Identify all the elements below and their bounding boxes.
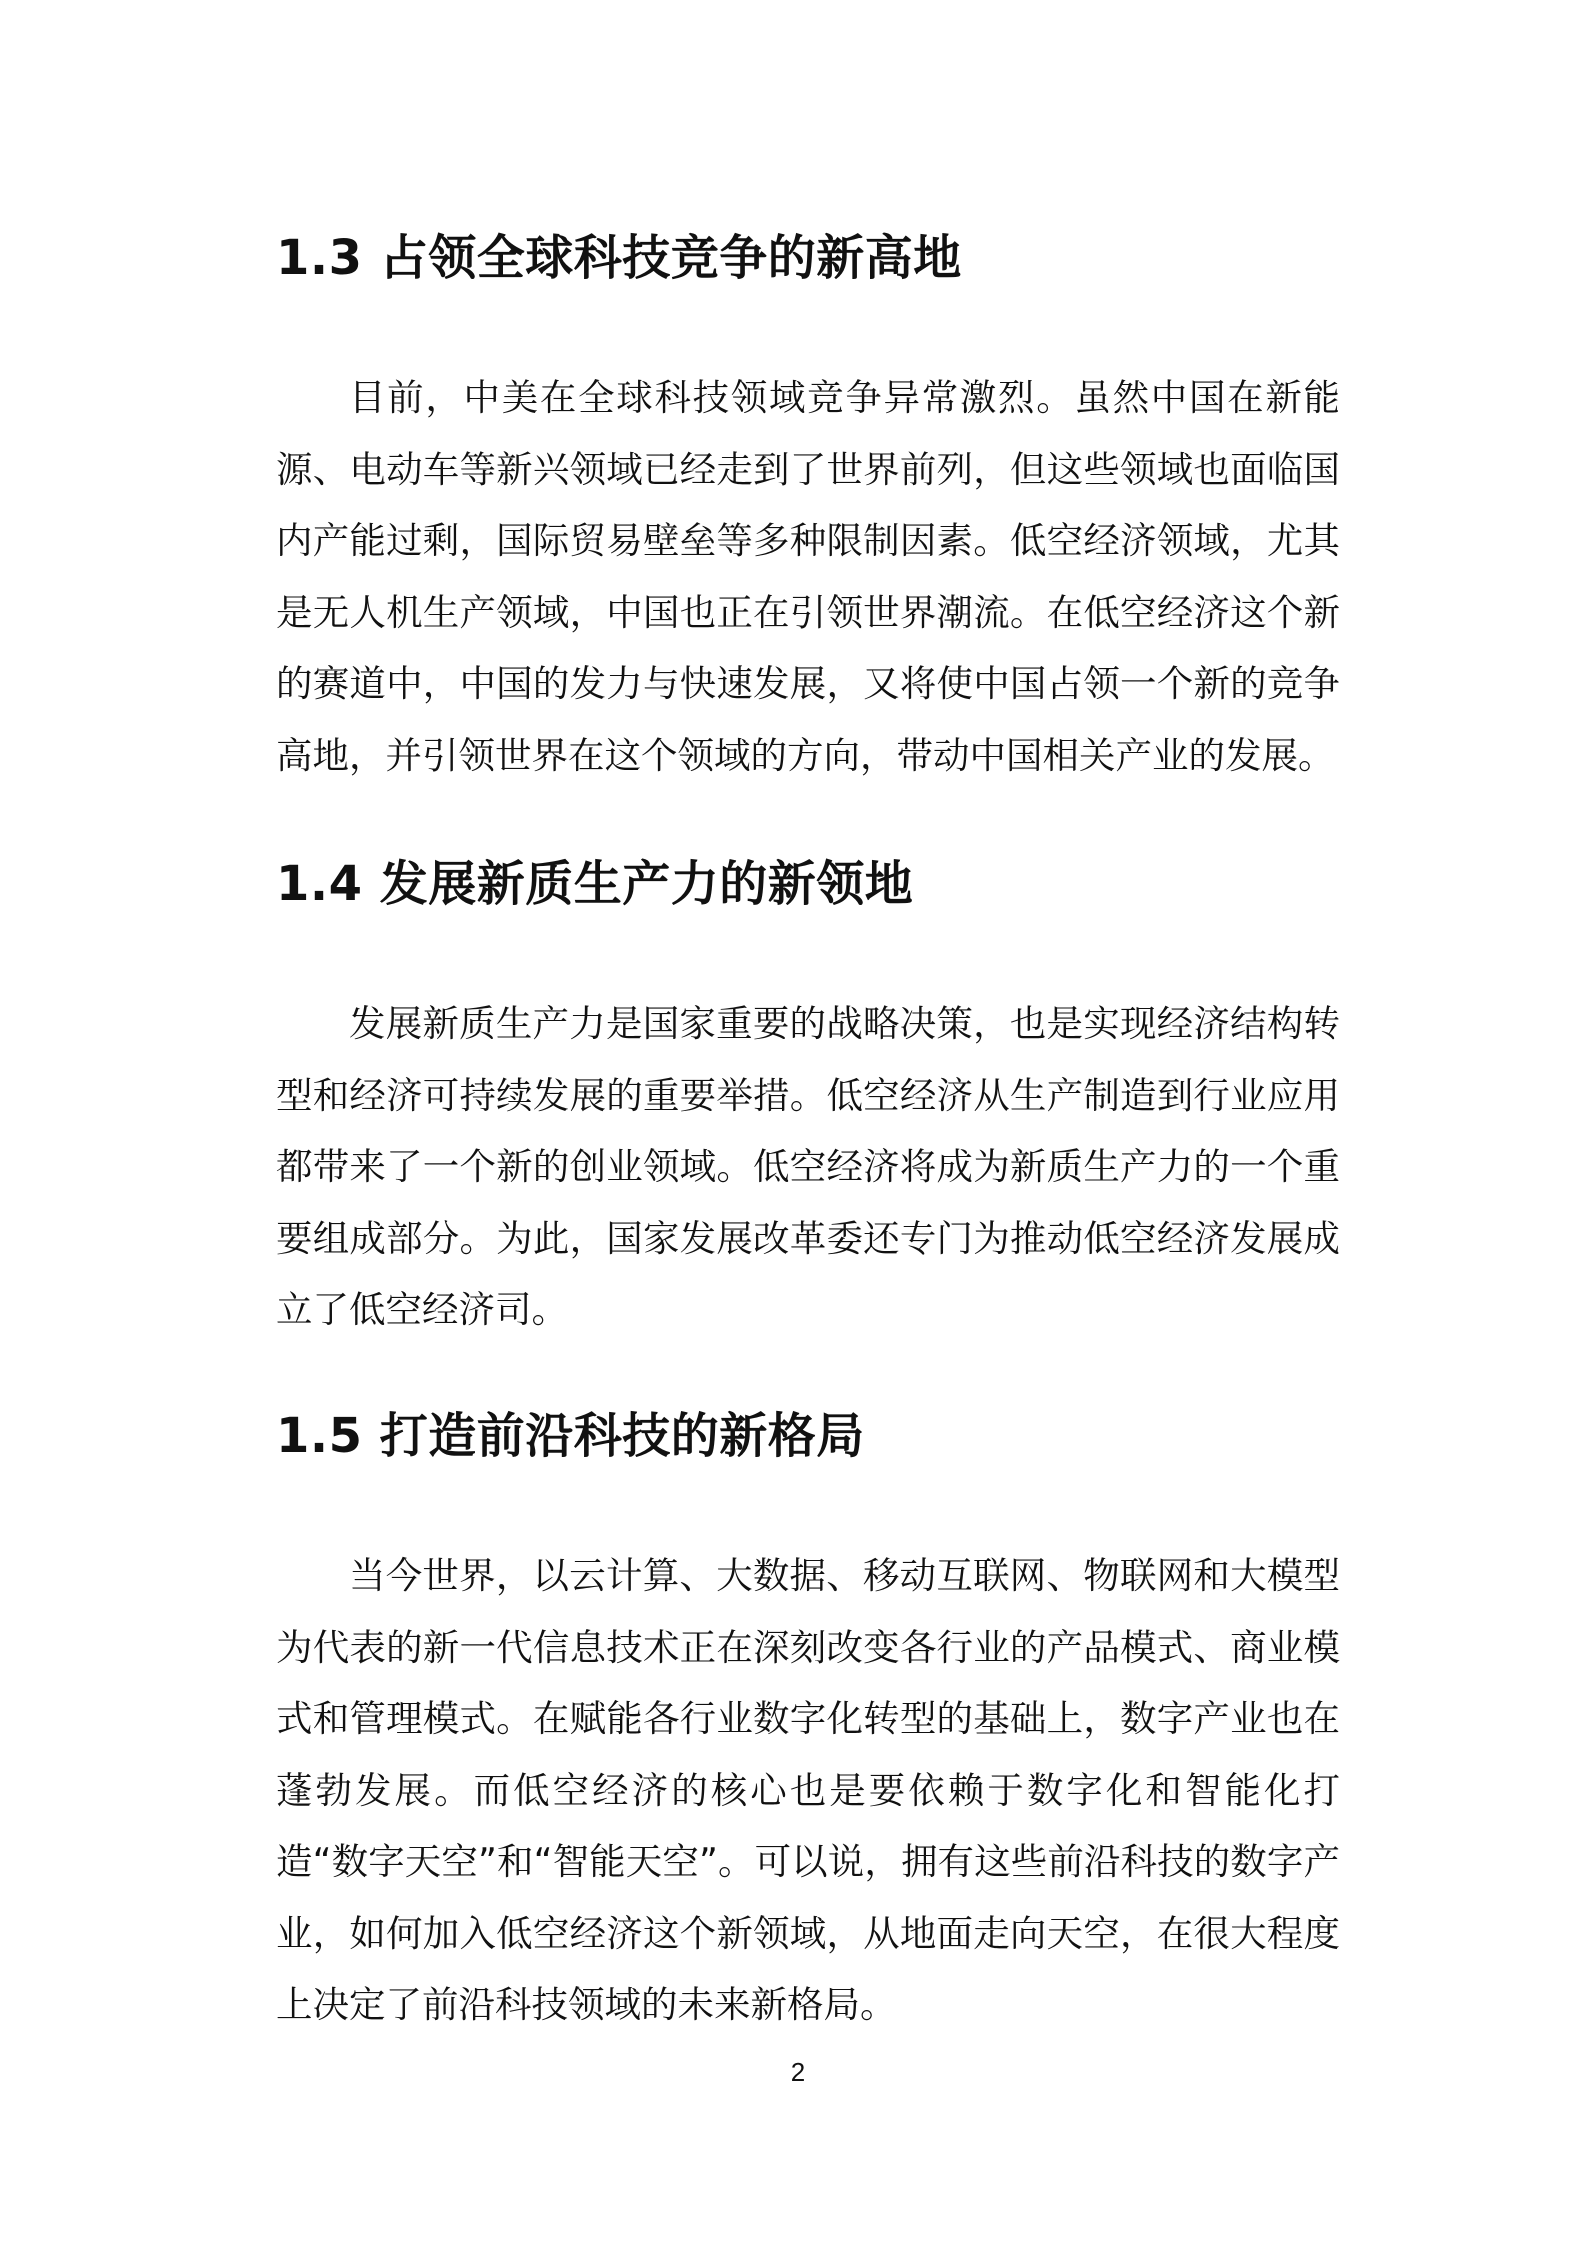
section-heading-1-3: 1.3 占领全球科技竞争的新高地 [276, 230, 962, 286]
section-paragraph-1-5: 当今世界，以云计算、大数据、移动互联网、物联网和大模型为代表的新一代信息技术正在深刻改变各行业的产品模式、商业模式和管理模式。在赋能各行业数字化转型的基础上，数字产业也在蓬勃发展。而低空经济的核心也是要依赖于数字化和智能化打造“数字天空”和“智能天空”。可以说，拥有这些前沿科技的数字产业，如何加入低空经济这个新领域，从地面走向天空，在很大程度上决定了前沿科技领域的未来新格局。 [276, 1554, 1340, 2026]
section-paragraph-1-3: 目前，中美在全球科技领域竞争异常激烈。虽然中国在新能源、电动车等新兴领域已经走到了世界前列，但这些领域也面临国内产能过剩，国际贸易壁垒等多种限制因素。低空经济领域，尤其是无人机生产领域，中国也正在引领世界潮流。在低空经济这个新的赛道中，中国的发力与快速发展，又将使中国占领一个新的竞争高地，并引领世界在这个领域的方向，带动中国相关产业的发展。 [276, 376, 1340, 777]
section-paragraph-1-4: 发展新质生产力是国家重要的战略决策，也是实现经济结构转型和经济可持续发展的重要举措。低空经济从生产制造到行业应用都带来了一个新的创业领域。低空经济将成为新质生产力的一个重要组成部分。为此，国家发展改革委还专门为推动低空经济发展成立了低空经济司。 [276, 1002, 1340, 1331]
section-heading-1-4: 1.4 发展新质生产力的新领地 [276, 856, 914, 912]
section-heading-1-5: 1.5 打造前沿科技的新格局 [276, 1408, 865, 1464]
page-number: 2 [790, 2057, 806, 2087]
